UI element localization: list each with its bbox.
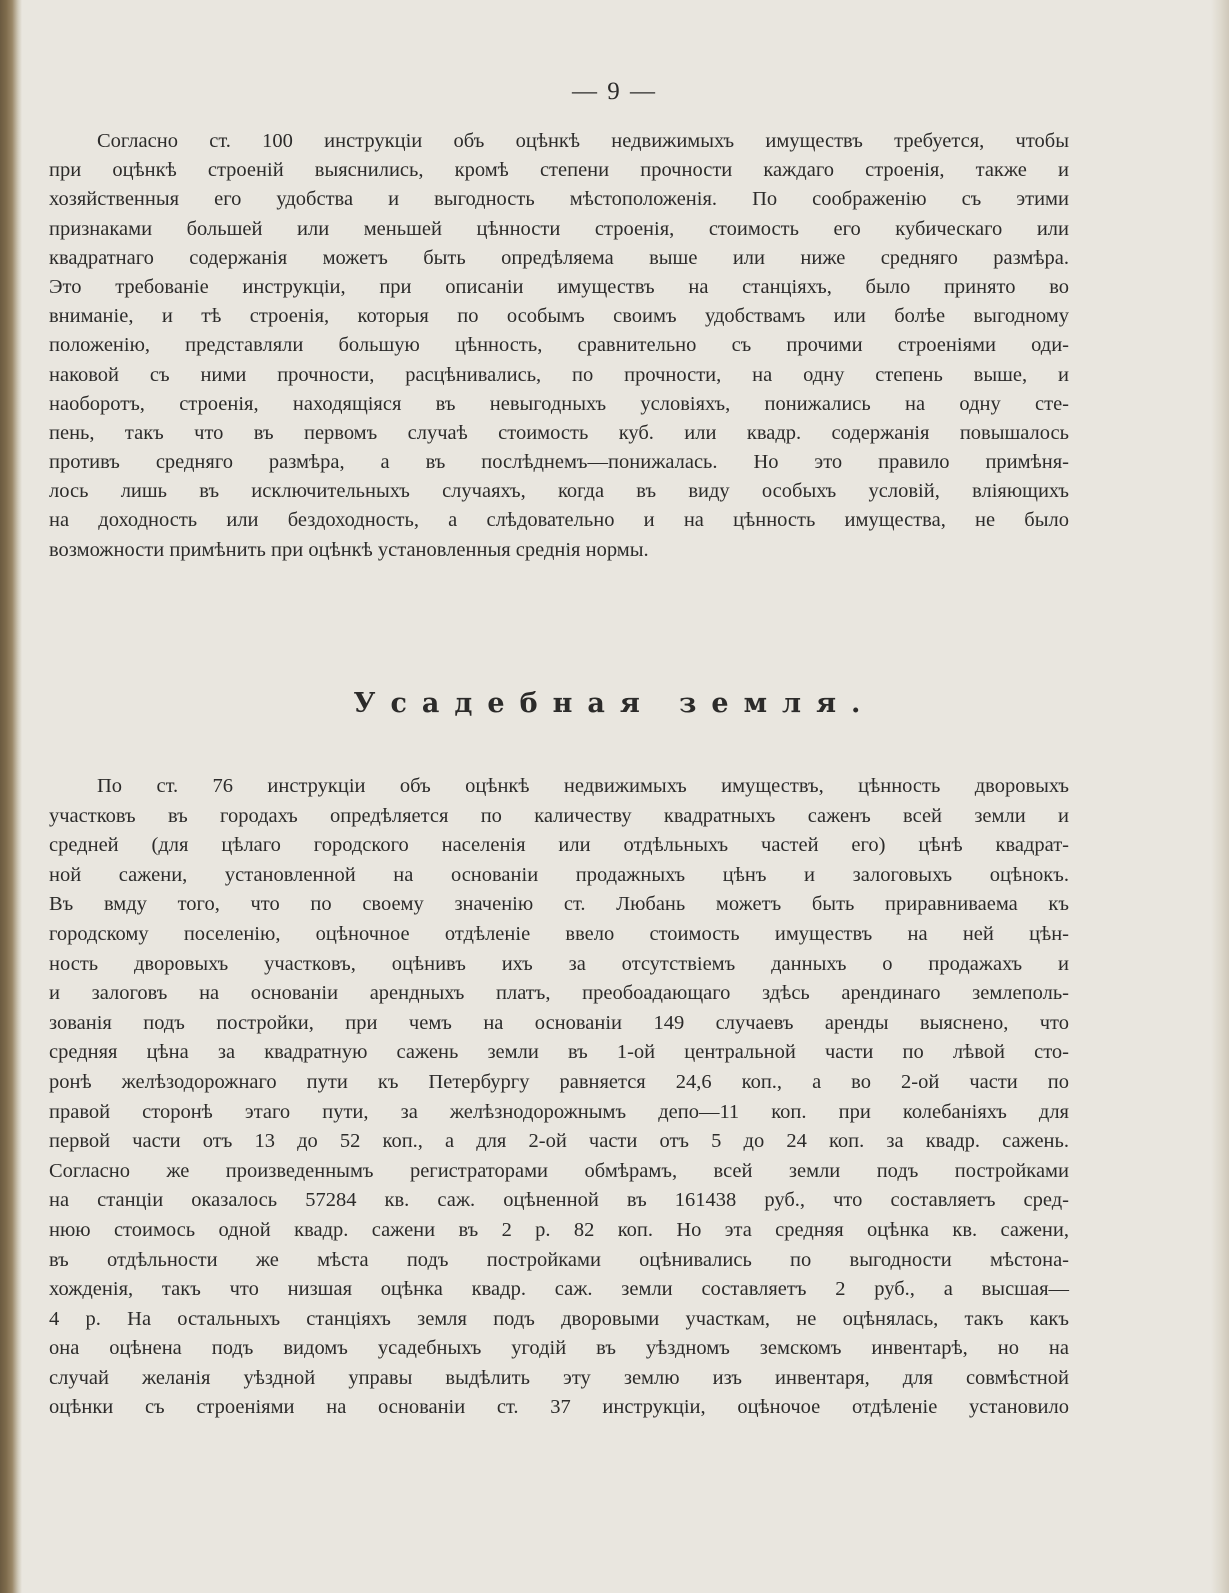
text-line: возможности примѣнить при оцѣнкѣ установленныя среднія нормы. (49, 538, 649, 561)
text-line: правой сторонѣ этаго пути, за желѣзнодорожнымъ депо—11 коп. при колебаніяхъ для (49, 1100, 1069, 1123)
paragraph-estate-land (49, 772, 1069, 1423)
paragraph-building-valuation (49, 127, 1069, 565)
text-line: ронѣ желѣзодорожнаго пути къ Петербургу равняется 24,6 коп., а во 2-ой части по (49, 1070, 1069, 1093)
text-line: Согласно ст. 100 инструкціи объ оцѣнкѣ недвижимыхъ имуществъ требуется, чтобы (97, 130, 1069, 152)
text-line: зованія подъ постройки, при чемъ на основаніи 149 случаевъ аренды выяснено, что (49, 1011, 1069, 1034)
page-number: — 9 — (572, 78, 657, 105)
text-line: нюю стоимось одной квадр. сажени въ 2 р. 82 коп. Но эта средняя оцѣнка кв. сажени, (49, 1218, 1069, 1241)
text-line: случай желанія уѣздной управы выдѣлить эту землю изъ инвентаря, для совмѣстной (49, 1366, 1069, 1389)
text-line: въ отдѣльности же мѣста подъ постройками оцѣнивались по выгодности мѣстона- (49, 1248, 1069, 1271)
text-line: Въ вмду того, что по своему значенію ст. Любань можетъ быть приравниваема къ (49, 893, 1069, 916)
section-heading: Усадебная земля. (353, 688, 876, 719)
text-line: квадратнаго содержанія можетъ быть опредѣляема выше или ниже средняго размѣра. (49, 246, 1069, 269)
text-line: вниманіе, и тѣ строенія, которыя по особымъ своимъ удобствамъ или болѣе выгодному (49, 305, 1069, 328)
text-line: лось лишь въ исключительныхъ случаяхъ, когда въ виду особыхъ условій, вліяющихъ (49, 480, 1069, 503)
text-line: наковой съ ними прочности, расцѣнивались, по прочности, на одну степень выше, и (49, 363, 1069, 386)
text-line: наоборотъ, строенія, находящіяся въ невыгодныхъ условіяхъ, понижались на одну сте- (49, 392, 1069, 415)
text-line: Согласно же произведеннымъ регистраторами обмѣрамъ, всей земли подъ постройками (49, 1159, 1069, 1182)
text-line: хозяйственныя его удобства и выгодность мѣстоположенія. По соображенію съ этими (49, 188, 1069, 211)
text-line: и залоговъ на основаніи арендныхъ платъ, преобоадающаго здѣсь арендинаго землеполь- (49, 982, 1069, 1005)
text-line: она оцѣнена подъ видомъ усадебныхъ угодій въ уѣздномъ земскомъ инвентарѣ, но на (49, 1337, 1069, 1360)
text-line: положенію, представляли большую цѣнность, сравнительно съ прочими строеніями оди- (49, 334, 1069, 357)
text-line: 4 р. На остальныхъ станціяхъ земля подъ дворовыми участкам, не оцѣнялась, такъ какъ (49, 1307, 1069, 1330)
book-spine-shadow (0, 0, 22, 1593)
text-line: противъ средняго размѣра, а въ послѣднемъ—понижалась. Но это правило примѣня- (49, 451, 1069, 474)
text-line: По ст. 76 инструкціи объ оцѣнкѣ недвижимыхъ имуществъ, цѣнность дворовыхъ (97, 775, 1069, 797)
text-line: оцѣнки съ строеніями на основаніи ст. 37 инструкціи, оцѣночое отдѣленіе установило (49, 1396, 1069, 1419)
text-line: признаками большей или меньшей цѣнности строенія, стоимость его кубическаго или (49, 217, 1069, 240)
text-line: участковъ въ городахъ опредѣляется по каличеству квадратныхъ саженъ всей земли и (49, 804, 1069, 827)
text-line: Это требованіе инструкціи, при описаніи имуществъ на станціяхъ, было принято во (49, 275, 1069, 298)
text-line: на доходность или бездоходность, а слѣдовательно и на цѣнность имущества, не было (49, 509, 1069, 532)
text-line: первой части отъ 13 до 52 коп., а для 2-ой части отъ 5 до 24 коп. за квадр. сажень. (49, 1130, 1069, 1153)
text-line: средняя цѣна за квадратную сажень земли въ 1-ой центральной части по лѣвой сто- (49, 1041, 1069, 1064)
text-line: при оцѣнкѣ строеній выяснились, кромѣ степени прочности каждаго строенія, также и (49, 159, 1069, 182)
text-line: на станціи оказалось 57284 кв. саж. оцѣненной въ 161438 руб., что составляетъ сред- (49, 1189, 1069, 1212)
text-line: средней (для цѣлаго городского населенія или отдѣльныхъ частей его) цѣнѣ квадрат- (49, 834, 1069, 857)
text-line: ной сажени, установленной на основаніи продажныхъ цѣнъ и залоговыхъ оцѣнокъ. (49, 863, 1069, 886)
text-line: пень, такъ что въ первомъ случаѣ стоимость куб. или квадр. содержанія повышалось (49, 421, 1069, 444)
text-line: городскому поселенію, оцѣночное отдѣленіе ввело стоимость имуществъ на ней цѣн- (49, 922, 1069, 945)
text-line: хожденія, такъ что низшая оцѣнка квадр. саж. земли составляетъ 2 руб., а высшая— (49, 1278, 1069, 1301)
text-line: ность дворовыхъ участковъ, оцѣнивъ ихъ за отсутствіемъ данныхъ о продажахъ и (49, 952, 1069, 975)
page-edge-shadow (1211, 0, 1229, 1593)
